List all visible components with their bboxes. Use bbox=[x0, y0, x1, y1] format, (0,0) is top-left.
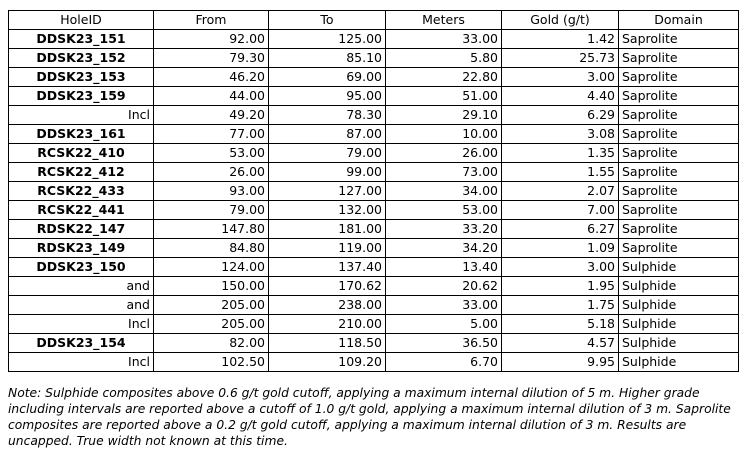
cell-from: 49.20 bbox=[154, 106, 269, 125]
table-row bbox=[9, 220, 739, 239]
cell-holeid: DDSK23_159 bbox=[9, 87, 154, 106]
cell-from: 26.00 bbox=[154, 163, 269, 182]
results-table-container bbox=[8, 10, 738, 372]
cell-meters: 34.00 bbox=[386, 182, 502, 201]
cell-holeid: Incl bbox=[9, 106, 154, 125]
cell-from: 124.00 bbox=[154, 258, 269, 277]
cell-meters: 33.20 bbox=[386, 220, 502, 239]
cell-meters: 33.00 bbox=[386, 296, 502, 315]
table-body bbox=[9, 30, 739, 372]
cell-to: 87.00 bbox=[269, 125, 386, 144]
table-row bbox=[9, 239, 739, 258]
cell-to: 69.00 bbox=[269, 68, 386, 87]
table-row bbox=[9, 68, 739, 87]
cell-meters: 20.62 bbox=[386, 277, 502, 296]
table-row bbox=[9, 258, 739, 277]
cell-holeid: and bbox=[9, 277, 154, 296]
cell-from: 93.00 bbox=[154, 182, 269, 201]
cell-meters: 6.70 bbox=[386, 353, 502, 372]
cell-domain: Saprolite bbox=[619, 201, 739, 220]
cell-to: 132.00 bbox=[269, 201, 386, 220]
cell-from: 102.50 bbox=[154, 353, 269, 372]
table-row bbox=[9, 106, 739, 125]
cell-domain: Sulphide bbox=[619, 258, 739, 277]
cell-domain: Saprolite bbox=[619, 106, 739, 125]
table-row bbox=[9, 144, 739, 163]
cell-from: 150.00 bbox=[154, 277, 269, 296]
cell-meters: 5.00 bbox=[386, 315, 502, 334]
header-holeid: HoleID bbox=[9, 11, 154, 30]
cell-from: 77.00 bbox=[154, 125, 269, 144]
cell-gold: 1.42 bbox=[502, 30, 619, 49]
cell-to: 118.50 bbox=[269, 334, 386, 353]
table-row bbox=[9, 334, 739, 353]
cell-domain: Saprolite bbox=[619, 30, 739, 49]
cell-to: 170.62 bbox=[269, 277, 386, 296]
cell-meters: 22.80 bbox=[386, 68, 502, 87]
cell-holeid: Incl bbox=[9, 353, 154, 372]
cell-gold: 6.29 bbox=[502, 106, 619, 125]
header-row bbox=[9, 11, 739, 30]
cell-domain: Saprolite bbox=[619, 49, 739, 68]
table-row bbox=[9, 49, 739, 68]
cell-gold: 6.27 bbox=[502, 220, 619, 239]
table-row bbox=[9, 296, 739, 315]
cell-gold: 4.40 bbox=[502, 87, 619, 106]
cell-gold: 5.18 bbox=[502, 315, 619, 334]
cell-gold: 1.55 bbox=[502, 163, 619, 182]
cell-from: 205.00 bbox=[154, 296, 269, 315]
cell-domain: Saprolite bbox=[619, 87, 739, 106]
cell-from: 92.00 bbox=[154, 30, 269, 49]
table-row bbox=[9, 277, 739, 296]
cell-holeid: RDSK23_149 bbox=[9, 239, 154, 258]
cell-from: 84.80 bbox=[154, 239, 269, 258]
table-row bbox=[9, 30, 739, 49]
cell-meters: 10.00 bbox=[386, 125, 502, 144]
cell-to: 127.00 bbox=[269, 182, 386, 201]
cell-holeid: DDSK23_152 bbox=[9, 49, 154, 68]
drill-results-table bbox=[8, 10, 739, 372]
cell-from: 79.30 bbox=[154, 49, 269, 68]
cell-meters: 26.00 bbox=[386, 144, 502, 163]
cell-domain: Sulphide bbox=[619, 353, 739, 372]
cell-from: 82.00 bbox=[154, 334, 269, 353]
cell-gold: 3.08 bbox=[502, 125, 619, 144]
cell-holeid: Incl bbox=[9, 315, 154, 334]
cell-to: 210.00 bbox=[269, 315, 386, 334]
cell-to: 95.00 bbox=[269, 87, 386, 106]
cell-holeid: DDSK23_154 bbox=[9, 334, 154, 353]
cell-domain: Saprolite bbox=[619, 144, 739, 163]
cell-meters: 53.00 bbox=[386, 201, 502, 220]
cell-domain: Sulphide bbox=[619, 315, 739, 334]
table-row bbox=[9, 353, 739, 372]
cell-to: 79.00 bbox=[269, 144, 386, 163]
cell-holeid: RCSK22_441 bbox=[9, 201, 154, 220]
cell-holeid: DDSK23_151 bbox=[9, 30, 154, 49]
cell-from: 205.00 bbox=[154, 315, 269, 334]
cell-meters: 73.00 bbox=[386, 163, 502, 182]
header-domain: Domain bbox=[619, 11, 739, 30]
cell-from: 46.20 bbox=[154, 68, 269, 87]
cell-holeid: RCSK22_433 bbox=[9, 182, 154, 201]
cell-holeid: DDSK23_161 bbox=[9, 125, 154, 144]
cell-holeid: and bbox=[9, 296, 154, 315]
cell-domain: Saprolite bbox=[619, 163, 739, 182]
cell-holeid: DDSK23_153 bbox=[9, 68, 154, 87]
table-row bbox=[9, 125, 739, 144]
cell-holeid: RCSK22_410 bbox=[9, 144, 154, 163]
header-to: To bbox=[269, 11, 386, 30]
cell-meters: 34.20 bbox=[386, 239, 502, 258]
cell-to: 109.20 bbox=[269, 353, 386, 372]
cell-gold: 7.00 bbox=[502, 201, 619, 220]
cell-gold: 1.35 bbox=[502, 144, 619, 163]
cell-gold: 2.07 bbox=[502, 182, 619, 201]
cell-meters: 5.80 bbox=[386, 49, 502, 68]
header-from: From bbox=[154, 11, 269, 30]
cell-to: 181.00 bbox=[269, 220, 386, 239]
cell-to: 99.00 bbox=[269, 163, 386, 182]
cell-from: 44.00 bbox=[154, 87, 269, 106]
cell-gold: 1.75 bbox=[502, 296, 619, 315]
cell-gold: 9.95 bbox=[502, 353, 619, 372]
cell-domain: Saprolite bbox=[619, 125, 739, 144]
cell-to: 238.00 bbox=[269, 296, 386, 315]
table-row bbox=[9, 182, 739, 201]
cell-to: 125.00 bbox=[269, 30, 386, 49]
cell-meters: 29.10 bbox=[386, 106, 502, 125]
cell-to: 119.00 bbox=[269, 239, 386, 258]
cell-holeid: RCSK22_412 bbox=[9, 163, 154, 182]
cell-meters: 13.40 bbox=[386, 258, 502, 277]
cell-from: 147.80 bbox=[154, 220, 269, 239]
cell-from: 79.00 bbox=[154, 201, 269, 220]
header-gold: Gold (g/t) bbox=[502, 11, 619, 30]
cell-to: 78.30 bbox=[269, 106, 386, 125]
footnote: Note: Sulphide composites above 0.6 g/t gold cutoff, applying a maximum internal dilution of 5 m. Higher grade including intervals are reported above a cutoff of 1.0 g/t gold, applying a maximum internal dilution of 3 m. Saprolite composites are reported above a 0.2 g/t gold cutoff, applying a maximum internal dilution of 3 m. Results are uncapped. True width not known at this time. bbox=[8, 386, 731, 448]
cell-holeid: RDSK22_147 bbox=[9, 220, 154, 239]
table-row bbox=[9, 201, 739, 220]
cell-domain: Sulphide bbox=[619, 277, 739, 296]
table-row bbox=[9, 163, 739, 182]
cell-domain: Saprolite bbox=[619, 68, 739, 87]
cell-to: 85.10 bbox=[269, 49, 386, 68]
cell-domain: Sulphide bbox=[619, 334, 739, 353]
header-meters: Meters bbox=[386, 11, 502, 30]
cell-domain: Saprolite bbox=[619, 182, 739, 201]
cell-holeid: DDSK23_150 bbox=[9, 258, 154, 277]
cell-to: 137.40 bbox=[269, 258, 386, 277]
table-row bbox=[9, 315, 739, 334]
cell-from: 53.00 bbox=[154, 144, 269, 163]
cell-gold: 3.00 bbox=[502, 258, 619, 277]
cell-gold: 1.09 bbox=[502, 239, 619, 258]
cell-gold: 4.57 bbox=[502, 334, 619, 353]
cell-meters: 33.00 bbox=[386, 30, 502, 49]
cell-meters: 36.50 bbox=[386, 334, 502, 353]
table-row bbox=[9, 87, 739, 106]
cell-gold: 1.95 bbox=[502, 277, 619, 296]
cell-gold: 3.00 bbox=[502, 68, 619, 87]
cell-domain: Saprolite bbox=[619, 239, 739, 258]
cell-domain: Sulphide bbox=[619, 296, 739, 315]
cell-gold: 25.73 bbox=[502, 49, 619, 68]
cell-meters: 51.00 bbox=[386, 87, 502, 106]
cell-domain: Saprolite bbox=[619, 220, 739, 239]
